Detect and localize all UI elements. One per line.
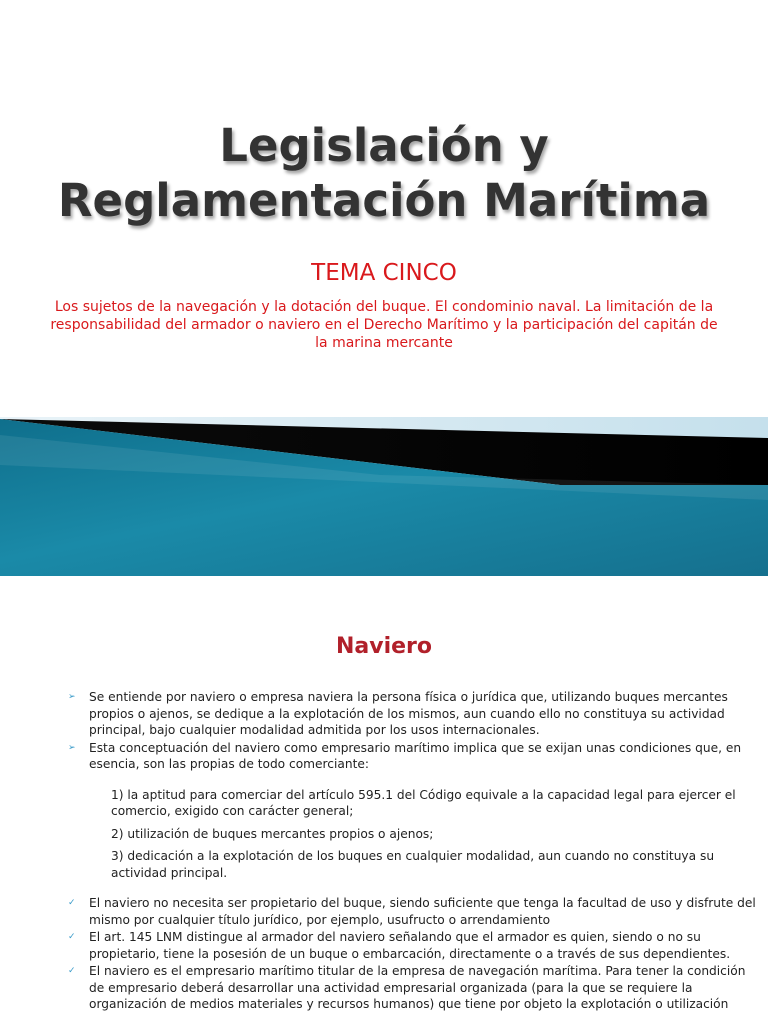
bullet-text: El naviero es el empresario marítimo titular de la empresa de navegación marítima. Para tener la condición de empresario deberá desarrollar una actividad empresarial organizada (para la que se requiere la organización de medios materiales y recursos humanos) que tiene por objeto la explotación o utilización bbox=[89, 964, 746, 1011]
section-heading: Naviero bbox=[335, 634, 433, 659]
numbered-conditions bbox=[89, 787, 758, 882]
list-item bbox=[68, 689, 758, 739]
bullet-text: Esta conceptuación del naviero como empresario marítimo implica que se exijan unas condiciones que, en esencia, son las propias de todo comerciante: bbox=[89, 740, 742, 771]
bullet-text: El art. 145 LNM distingue al armador del naviero señalando que el armador es quien, siendo o no su propietario, tiene la posesión de un buque o embarcación, directamente o a través de sus dependientes. bbox=[89, 930, 731, 961]
bullet-text: Se entiende por naviero o empresa naviera la persona física o jurídica que, utilizando buques mercantes propios o ajenos, se dedique a la explotación de los mismos, aun cuando ello no constituya su actividad principal, bajo cualquier modalidad admitida por los usos internacionales. bbox=[89, 690, 728, 737]
condition-item: 2) utilización de buques mercantes propios o ajenos; bbox=[111, 826, 434, 841]
condition-item: 1) la aptitud para comerciar del artículo 595.1 del Código equivale a la capacidad legal para ejercer el comercio, exigido con carácter general; bbox=[111, 787, 736, 818]
list-item bbox=[68, 963, 758, 1013]
checkmark-bullet-icon: ✓ bbox=[68, 898, 76, 908]
topic-label: TEMA CINCO bbox=[311, 260, 457, 286]
slide-subtitle: Los sujetos de la navegación y la dotación del buque. El condominio naval. La limitación de la responsabilidad del armador o naviero en el Derecho Marítimo y la participación del capitán de la marina mercante bbox=[50, 299, 718, 351]
slide-title-line-1: Legislación y bbox=[219, 119, 549, 172]
slide-title-line-2: Reglamentación Marítima bbox=[57, 174, 711, 227]
list-item bbox=[68, 895, 758, 928]
arrow-bullet-icon: ➢ bbox=[68, 692, 76, 702]
checkmark-bullet-icon: ✓ bbox=[68, 966, 76, 976]
arrow-bullet-icon: ➢ bbox=[68, 742, 76, 753]
list-item bbox=[68, 929, 758, 962]
decorative-wave-band bbox=[0, 405, 768, 576]
checkmark-bullet-icon: ✓ bbox=[68, 932, 76, 942]
condition-item: 3) dedicación a la explotación de los buques en cualquier modalidad, aun cuando no constituya su actividad principal. bbox=[111, 849, 715, 880]
bullet-list bbox=[68, 689, 758, 1014]
slide-title bbox=[0, 118, 768, 228]
content-slide bbox=[0, 576, 768, 1024]
bullet-text: El naviero no necesita ser propietario del buque, siendo suficiente que tenga la facultad de uso y disfrute del mismo por cualquier título jurídico, por ejemplo, usufructo o arrendamiento bbox=[89, 896, 756, 927]
list-item bbox=[68, 740, 758, 882]
